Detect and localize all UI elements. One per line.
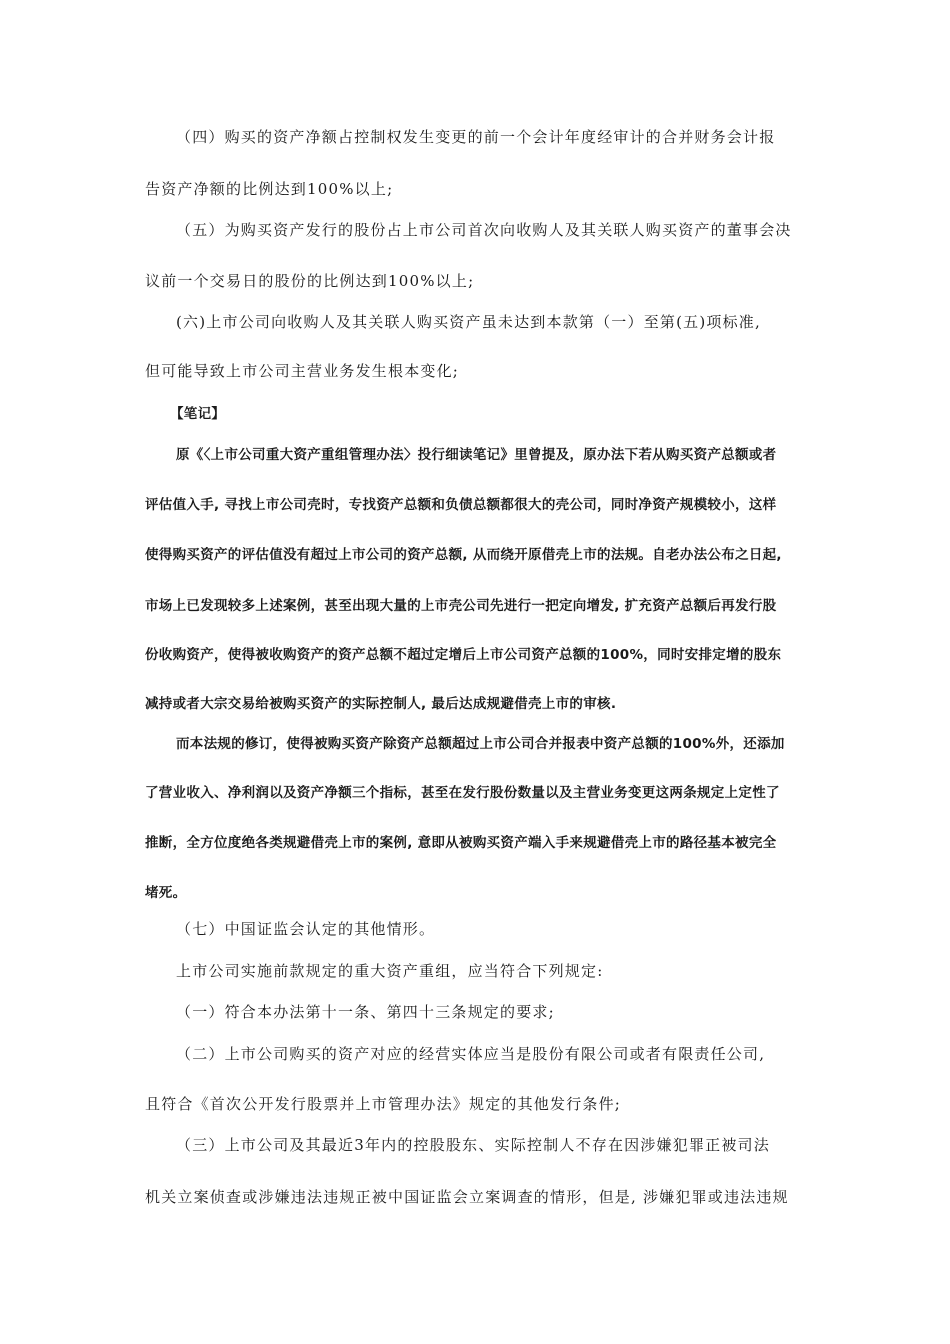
rule-line: 机关立案侦查或涉嫌违法违规正被中国证监会立案调查的情形，但是, 涉嫌犯罪或违法违规 [145,1188,789,1206]
note-line: 推断，全方位度绝各类规避借壳上市的案例, 意即从被购买资产端入手来规避借壳上市的路径基本被完全 [145,835,777,851]
note-line: 市场上已发现较多上述案例，甚至出现大量的上市壳公司先进行一把定向增发, 扩充资产总额后再发行股 [145,598,777,614]
paragraph-5-line-1: （五）为购买资产发行的股份占上市公司首次向收购人及其关联人购买资产的董事会决 [176,221,792,239]
paragraph-4-line-1: （四）购买的资产净额占控制权发生变更的前一个会计年度经审计的合并财务会计报 [176,128,776,146]
rule-line: （七）中国证监会认定的其他情形。 [176,920,436,938]
rule-line: （三）上市公司及其最近3年内的控股股东、实际控制人不存在因涉嫌犯罪正被司法 [176,1136,770,1154]
note-line: 份收购资产，使得被收购资产的资产总额不超过定增后上市公司资产总额的100%，同时安排定增的股东 [145,647,782,663]
note-line: 评估值入手, 寻找上市公司壳时，专找资产总额和负债总额都很大的壳公司，同时净资产规模较小，这样 [145,497,777,513]
note-line: 而本法规的修订，使得被购买资产除资产总额超过上市公司合并报表中资产总额的100%外，还添加 [176,736,785,752]
rule-line: 且符合《首次公开发行股票并上市管理办法》规定的其他发行条件; [145,1095,622,1113]
note-line: 堵死。 [145,885,187,901]
paragraph-6-line-2: 但可能导致上市公司主营业务发生根本变化; [145,362,460,380]
paragraph-4-line-2: 告资产净额的比例达到100%以上; [145,180,394,198]
paragraph-6-line-1: (六)上市公司向收购人及其关联人购买资产虽未达到本款第（一）至第(五)项标准, [176,313,761,331]
rule-line: （一）符合本办法第十一条、第四十三条规定的要求; [176,1003,555,1021]
note-line: 了营业收入、净利润以及资产净额三个指标，甚至在发行股份数量以及主营业务变更这两条规定上定性了 [145,785,780,801]
note-heading: 【笔记】 [170,406,226,422]
note-line: 减持或者大宗交易给被购买资产的实际控制人, 最后达成规避借壳上市的审核. [145,696,617,712]
note-line: 使得购买资产的评估值没有超过上市公司的资产总额, 从而绕开原借壳上市的法规。自老办法公布之日起, [145,547,782,563]
paragraph-5-line-2: 议前一个交易日的股份的比例达到100%以上; [145,272,475,290]
note-line: 原《〈上市公司重大资产重组管理办法〉投行细读笔记》里曾提及，原办法下若从购买资产总额或者 [176,447,777,463]
rule-line: 上市公司实施前款规定的重大资产重组，应当符合下列规定: [176,962,604,980]
rule-line: （二）上市公司购买的资产对应的经营实体应当是股份有限公司或者有限责任公司, [176,1045,766,1063]
